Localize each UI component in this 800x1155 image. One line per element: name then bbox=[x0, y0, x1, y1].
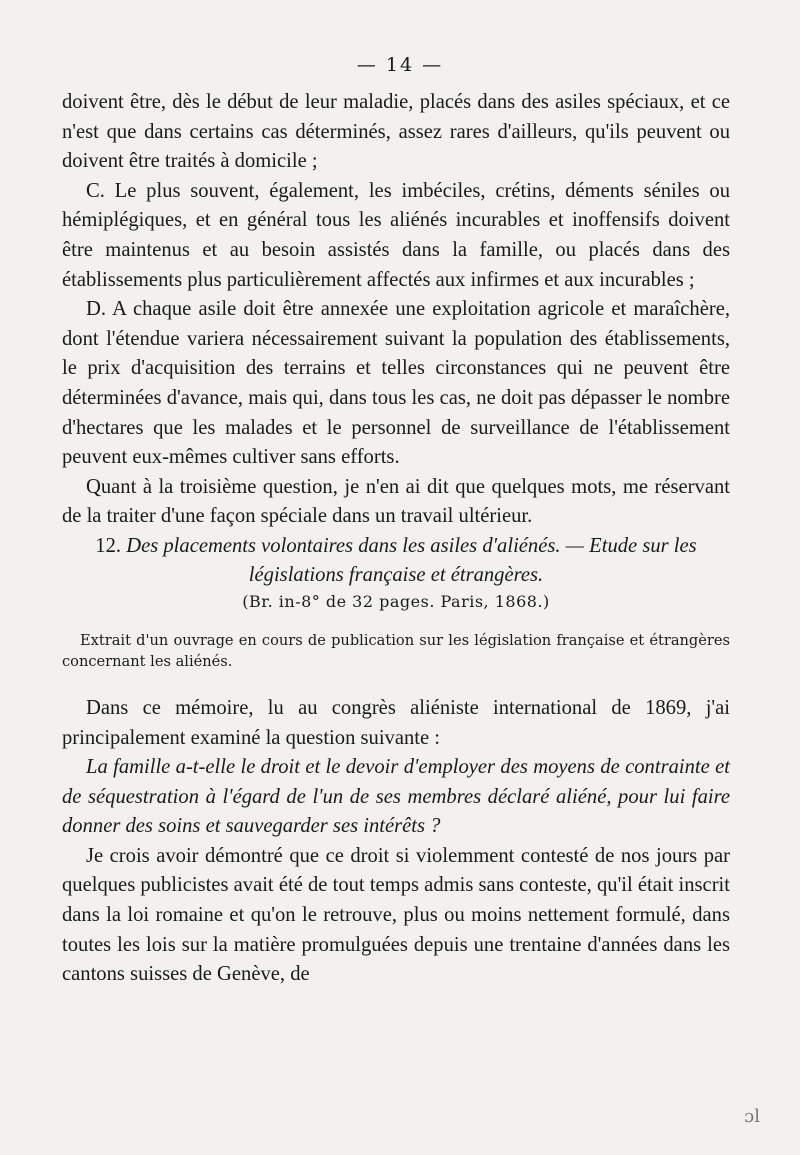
section-number: 12. bbox=[95, 534, 122, 557]
paragraph-intro: Dans ce mémoire, lu au congrès aliéniste international de 1869, j'ai principalement examiné la question suivante : bbox=[62, 696, 730, 749]
section-heading bbox=[62, 532, 730, 590]
paragraph-c: C. Le plus souvent, également, les imbéciles, crétins, déments séniles ou hémiplégiques, et en général tous les aliénés incurables et inoffensifs doivent être maintenus et au besoin assistés dans la famille, ou placés dans des établissements plus particulièrement affectés aux infirmes et aux incurables ; bbox=[62, 179, 730, 291]
extract-note: Extrait d'un ouvrage en cours de publication sur les législation française et étrangères concernant les aliénés. bbox=[62, 631, 730, 670]
paragraph-d: D. A chaque asile doit être annexée une exploitation agricole et maraîchère, dont l'étendue variera nécessairement suivant la population des établissements, le prix d'acquisition des terrains et telles circonstances qui ne peuvent être déterminées d'avance, mais qui, dans tous les cas, ne doit pas dépasser le nombre d'hectares que les malades et le personnel de surveillance de l'établissement peuvent eux-mêmes cultiver sans efforts. bbox=[62, 298, 730, 469]
paragraph-third-question: Quant à la troisième question, je n'en ai dit que quelques mots, me réservant de la traiter d'une façon spéciale dans un travail ultérieur. bbox=[62, 475, 730, 528]
section-title: Des placements volontaires dans les asiles d'aliénés. — Etude sur les législations française et étrangères. bbox=[126, 534, 697, 586]
bibliographic-info: (Br. in-8° de 32 pages. Paris, 1868.) bbox=[242, 591, 550, 611]
paragraph-continued: doivent être, dès le début de leur maladie, placés dans des asiles spéciaux, et ce n'est que dans certains cas déterminés, assez rares d'ailleurs, qu'ils peuvent ou doivent être traités à domicile ; bbox=[62, 91, 730, 173]
page-number: — 14 — bbox=[356, 54, 444, 76]
paragraph-question: La famille a-t-elle le droit et le devoir d'employer des moyens de contrainte et de séquestration à l'égard de l'un de ses membres déclaré aliéné, pour lui faire donner des soins et sauvegarder ses intérêts ? bbox=[62, 756, 730, 838]
margin-mark: ɔl bbox=[744, 1106, 760, 1127]
page-body bbox=[62, 88, 730, 990]
paragraph-continuation: Je crois avoir démontré que ce droit si violemment contesté de nos jours par quelques publicistes avait été de tout temps admis sans conteste, qu'il était inscrit dans la loi romaine et qu'on le retrouve, plus ou moins nettement formulé, dans toutes les lois sur la matière promulguées depuis une trentaine d'années dans les cantons suisses de Genève, de bbox=[62, 844, 730, 986]
